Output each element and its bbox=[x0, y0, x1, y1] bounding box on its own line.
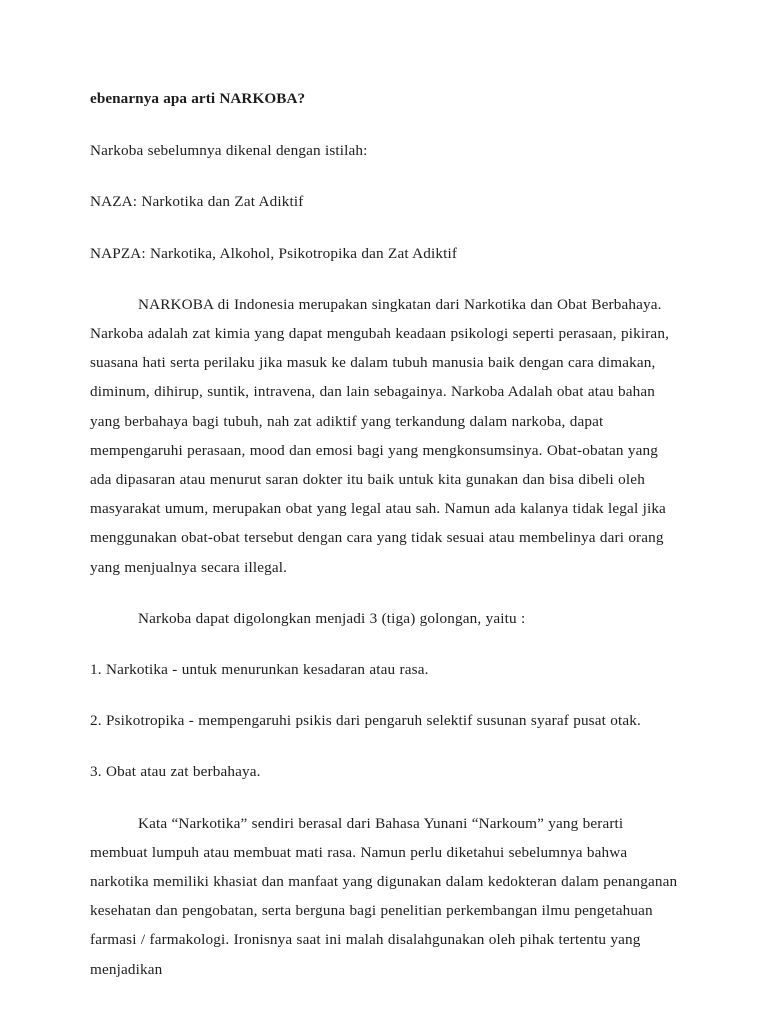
paragraph-napza-line: NAPZA: Narkotika, Alkohol, Psikotropika dan Zat Adiktif bbox=[90, 244, 458, 262]
paragraph-etymology: Kata “Narkotika” sendiri berasal dari Bahasa Yunani “Narkoum” yang berarti membuat lumpuh atau membuat mati rasa. Namun perlu diketahui sebelumnya bahwa narkotika memiliki khasiat dan manfaat yang digunakan dalam kedokteran dalam penanganan kesehatan dan pengobatan, serta berguna bagi penelitian perkembangan ilmu pengetahuan farmasi / farmakologi. Ironisnya saat ini malah disalahgunakan oleh pihak tertentu yang menjadikan bbox=[90, 814, 678, 978]
paragraph-intro-line: Narkoba sebelumnya dikenal dengan istilah: bbox=[90, 142, 368, 160]
paragraph-classification-intro: Narkoba dapat digolongkan menjadi 3 (tiga) golongan, yaitu : bbox=[138, 609, 526, 627]
list-item-narkotika: 1. Narkotika - untuk menurunkan kesadaran atau rasa. bbox=[90, 661, 429, 679]
paragraph-definition: NARKOBA di Indonesia merupakan singkatan dari Narkotika dan Obat Berbahaya. Narkoba adalah zat kimia yang dapat mengubah keadaan psikologi seperti perasaan, pikiran, suasana hati serta perilaku jika masuk ke dalam tubuh manusia baik dengan cara dimakan, diminum, dihirup, suntik, intravena, dan lain sebagainya. Narkoba Adalah obat atau bahan yang berbahaya bagi tubuh, nah zat adiktif yang terkandung dalam narkoba, dapat mempengaruhi perasaan, mood dan emosi bagi yang mengkonsumsinya. Obat-obatan yang ada dipasaran atau menurut saran dokter itu baik untuk kita gunakan dan bisa dibeli oleh masyarakat umum, merupakan obat yang legal atau sah. Namun ada kalanya tidak legal jika menggunakan obat-obat tersebut dengan cara yang tidak sesuai atau membelinya dari orang yang menjualnya secara illegal. bbox=[90, 295, 670, 576]
document-heading: ebenarnya apa arti NARKOBA? bbox=[90, 90, 306, 107]
document-body bbox=[90, 84, 682, 1006]
list-item-psikotropika: 2. Psikotropika - mempengaruhi psikis dari pengaruh selektif susunan syaraf pusat otak. bbox=[90, 712, 641, 730]
list-item-obat-berbahaya: 3. Obat atau zat berbahaya. bbox=[90, 763, 261, 781]
paragraph-naza-line: NAZA: Narkotika dan Zat Adiktif bbox=[90, 193, 304, 211]
